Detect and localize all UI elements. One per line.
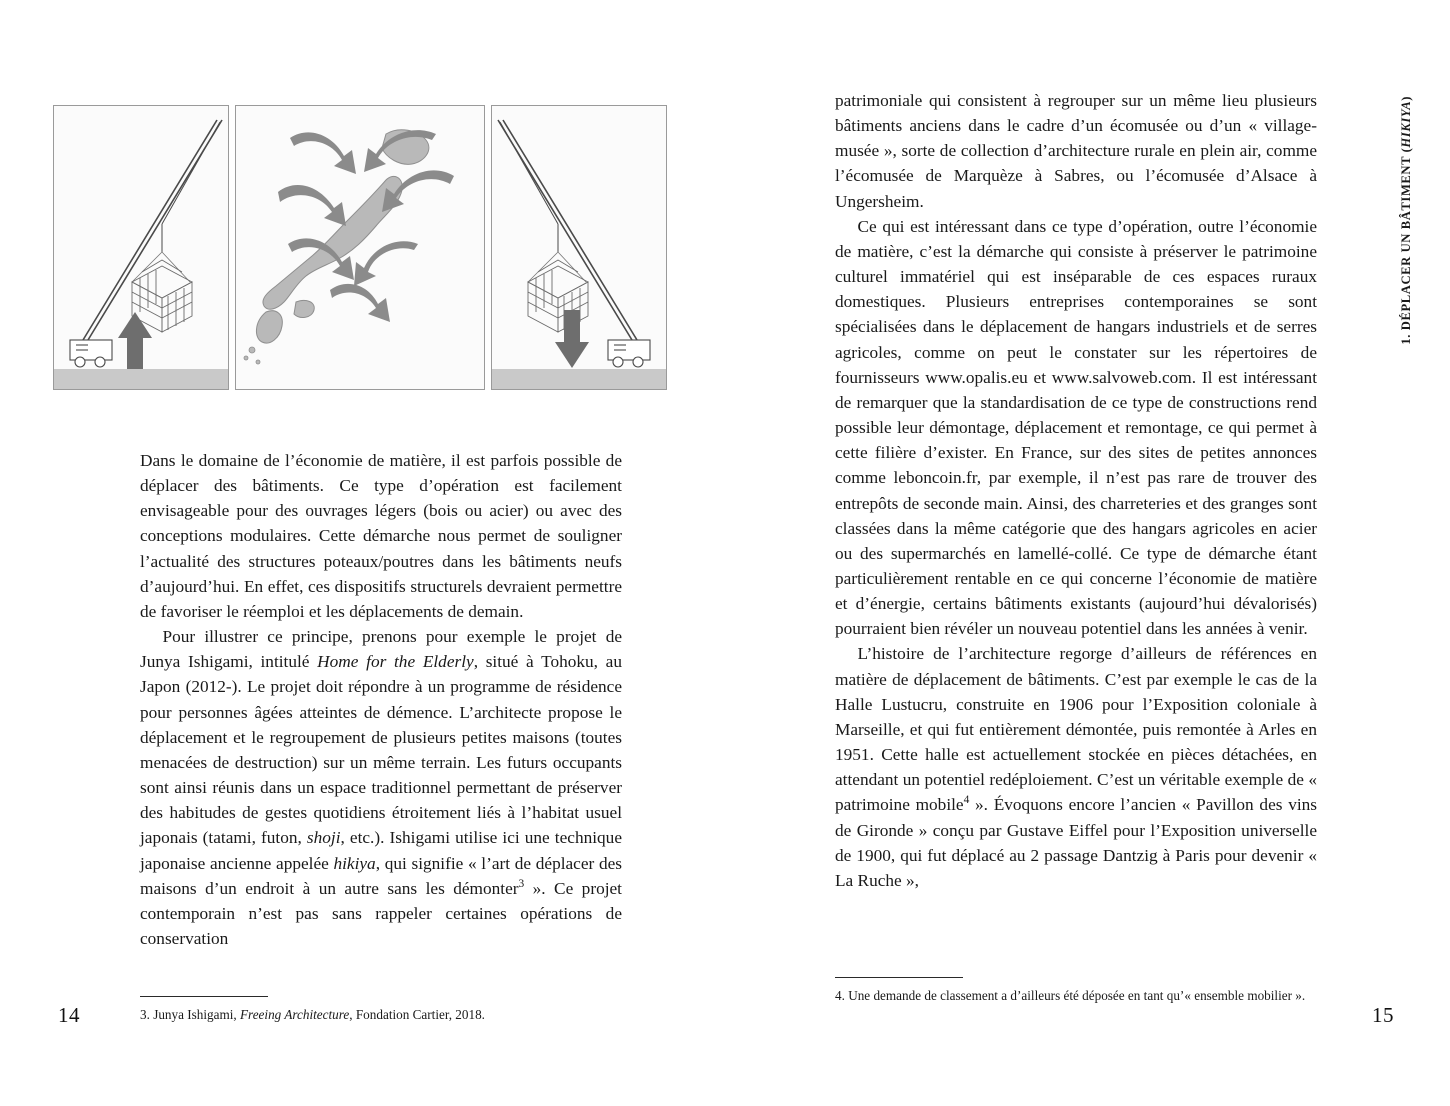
ground-strip [54, 369, 228, 389]
running-head: 1. DÉPLACER UN BÂTIMENT (HIKIYA) [1399, 96, 1413, 345]
page-number-left: 14 [58, 1003, 80, 1027]
paragraph: Pour illustrer ce principe, prenons pour exemple le projet de Junya Ishigami, intitulé Home for the Elderly, situé à Tohoku, au Japon (2012-). Le projet doit répondre à un programme de résidence pour personnes âgées atteintes de démence. L’architecte propose le déplacement et le regroupement de plusieurs petites maisons (toutes menacées de destruction) sur un même terrain. Les futurs occupants sont ainsi réunis dans un espace traditionnel permettant de préserver des habitudes de gestes quotidiens étroitement liés à l’habitat usuel japonais (tatami, futon, shoji, etc.). Ishigami utilise ici une technique japonaise ancienne appelée hikiya, qui signifie « l’art de déplacer des maisons d’un endroit à un autre sans les démonter$^3$ ». Ce projet contemporain n’est pas sans rappeler certaines opérations de conservation [140, 627, 622, 948]
page-number-right: 15 [1372, 1003, 1394, 1027]
footnote-3: 3. Junya Ishigami, Freeing Architecture, Fondation Cartier, 2018. [140, 1007, 485, 1022]
figure-panel-japan-map [235, 105, 485, 390]
paragraph: patrimoniale qui consistent à regrouper sur un même lieu plusieurs bâtiments anciens dans le cadre d’un écomusée ou d’un « village-musée », sorte de collection d’architecture rurale en plein air, comme l’écomusée de Marquèze à Sabres, ou l’écomusée d’Alsace à Ungersheim. [835, 91, 1317, 211]
figure-panel-crane-down [491, 105, 667, 390]
crane-lifting-house-up-icon [54, 106, 228, 389]
paragraph: L’histoire de l’architecture regorge d’ailleurs de références en matière de déplacement de bâtiments. C’est par exemple le cas de la Halle Lustucru, construite en 1906 pour l’Exposition coloniale à Marseille, et qui fut entièrement démontée, puis remontée à Arles en 1951. Cette halle est actuellement stockée en pièces détachées, en attendant un potentiel redéploiement. C’est un véritable exemple de « patrimoine mobile$^4$ ». Évoquons encore l’ancien « Pavillon des vins de Gironde » conçu par Gustave Eiffel pour l’Exposition universelle de 1900, qui fut déplacé au 2 passage Dantzig à Paris pour devenir « La Ruche », [835, 644, 1317, 890]
footnote-4: 4. Une demande de classement a d’ailleurs été déposée en tant qu’« ensemble mobilier ». [835, 988, 1306, 1003]
figure-panel-crane-up [53, 105, 229, 390]
right-page-body [835, 88, 1317, 893]
arrow-down-icon [555, 310, 589, 368]
page-right [725, 0, 1450, 1106]
crane-lowering-house-down-icon [492, 106, 666, 389]
figure-illustration [53, 105, 673, 390]
paragraph: Dans le domaine de l’économie de matière, il est parfois possible de déplacer des bâtiments. Ce type d’opération est facilement envisageable pour des ouvrages légers (bois ou acier) ou avec des conceptions modulaires. Cette démarche nous permet de souligner l’actualité des structures poteaux/poutres dans les bâtiments neufs d’aujourd’hui. En effet, ces dispositifs structurels devraient permettre de favoriser le réemploi et les déplacements de demain. [140, 451, 622, 621]
paragraph: Ce qui est intéressant dans ce type d’opération, outre l’économie de matière, c’est la démarche qui consiste à préserver le patrimoine culturel immatériel qui est inséparable de ces espaces ruraux domestiques. Plusieurs entreprises contemporaines se sont spécialisées dans le déplacement de hangars industriels et de serres agricoles, comme on peut le constater sur les répertoires de fournisseurs www.opalis.eu et www.salvoweb.com. Il est intéressant de remarquer que la standardisation de ce type de constructions rend possible leur démontage, déplacement et remontage, ce qui permet à cette filière d’exister. En France, sur des sites de petites annonces comme leboncoin.fr, par exemple, il n’est pas rare de trouver des entrepôts de seconde main. Ainsi, des charreteries et des granges sont classées dans la même catégorie que des hangars agricoles en acier ou des supermarchés en lamellé-collé. Ce type de démarche étant particulièrement rentable en ce qui concerne l’économie de matière et d’énergie, certains bâtiments existants (aujourd’hui dévalorisés) pourraient bien révéler un nouveau potentiel dans les années à venir. [835, 216, 1317, 639]
ground-strip [492, 369, 666, 389]
map-of-japan-icon [236, 106, 484, 389]
footnote-separator [835, 977, 963, 978]
arrow-up-icon [118, 312, 152, 370]
left-page-body [140, 448, 622, 951]
footnote-separator [140, 996, 268, 997]
